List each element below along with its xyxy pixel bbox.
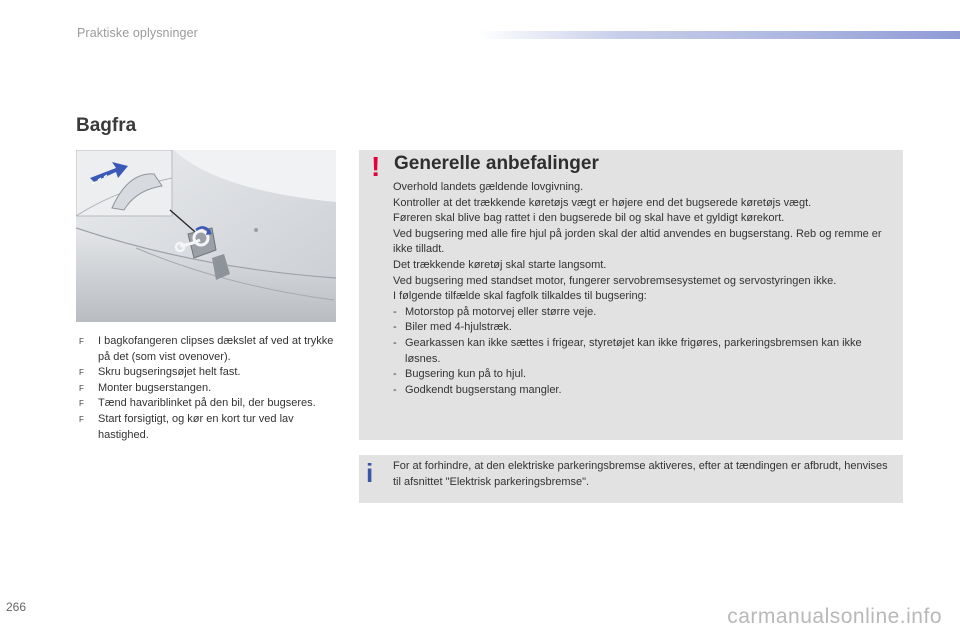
- checkbox-marker-icon: F: [79, 399, 84, 409]
- warning-sub-item: - Biler med 4-hjulstræk.: [393, 321, 512, 334]
- warning-icon: !: [371, 151, 381, 182]
- warning-title: Generelle anbefalinger: [394, 153, 599, 174]
- warning-line: Det trækkende køretøj skal starte langsomt.: [393, 258, 607, 271]
- list-item: F Start forsigtigt, og kør en kort tur ved lav hastighed.: [79, 412, 294, 441]
- page-header-title: Praktiske oplysninger: [77, 26, 198, 40]
- checkbox-marker-icon: F: [79, 337, 84, 346]
- list-item: F Tænd havariblinket på den bil, der bugseres.: [76, 396, 338, 412]
- watermark: carmanualsonline.info: [727, 605, 942, 628]
- warning-line: Ved bugsering med alle fire hjul på jorden skal der altid anvendes en bugserstang. Reb og remme er ikke tilladt.: [393, 227, 882, 256]
- warning-sub-item: - Motorstop på motorvej eller større veje.: [393, 305, 597, 318]
- section-title: Bagfra: [76, 115, 137, 136]
- warning-sub-item: - Bugsering kun på to hjul.: [393, 368, 527, 381]
- instruction-list: [76, 334, 338, 443]
- warning-sub-item: - Godkendt bugserstang mangler.: [393, 383, 562, 396]
- checkbox-marker-icon: F: [79, 383, 84, 393]
- list-item: F Skru bugseringsøjet helt fast.: [76, 365, 338, 381]
- warning-line: Overhold landets gældende lovgivning.: [393, 181, 584, 193]
- warning-sub-item: - Gearkassen kan ikke sættes i frigear, styretøjet kan ikke frigøres, parkeringsbremsen kan ikke løsnes.: [393, 336, 862, 365]
- warning-line: Føreren skal blive bag rattet i den bugserede bil og skal have et gyldigt kørekort.: [393, 212, 785, 225]
- list-item: F Monter bugserstangen.: [76, 381, 338, 397]
- warning-text: [393, 180, 898, 398]
- tow-hook-illustration: [76, 150, 336, 322]
- list-item: F I bagkofangeren clipses dækslet af ved at trykke på det (som vist ovenover).: [79, 335, 334, 363]
- info-text: For at forhindre, at den elektriske parkeringsbremse aktiveres, efter at tændingen er afbrudt, henvises til afsnittet "Elektrisk parkeringsbremse".: [393, 460, 888, 488]
- warning-line: Ved bugsering med standset motor, fungerer servobremsesystemet og servostyringen ikke.: [393, 274, 837, 287]
- warning-line: Kontroller at det trækkende køretøjs vægt er højere end det bugserede køretøjs vægt.: [393, 196, 812, 209]
- checkbox-marker-icon: F: [79, 414, 84, 424]
- info-icon: i: [366, 458, 374, 488]
- warning-line: I følgende tilfælde skal fagfolk tilkaldes til bugsering:: [393, 290, 647, 303]
- page-number: 266: [6, 600, 27, 614]
- checkbox-marker-icon: F: [79, 368, 84, 378]
- header-gradient-bar: [478, 31, 960, 39]
